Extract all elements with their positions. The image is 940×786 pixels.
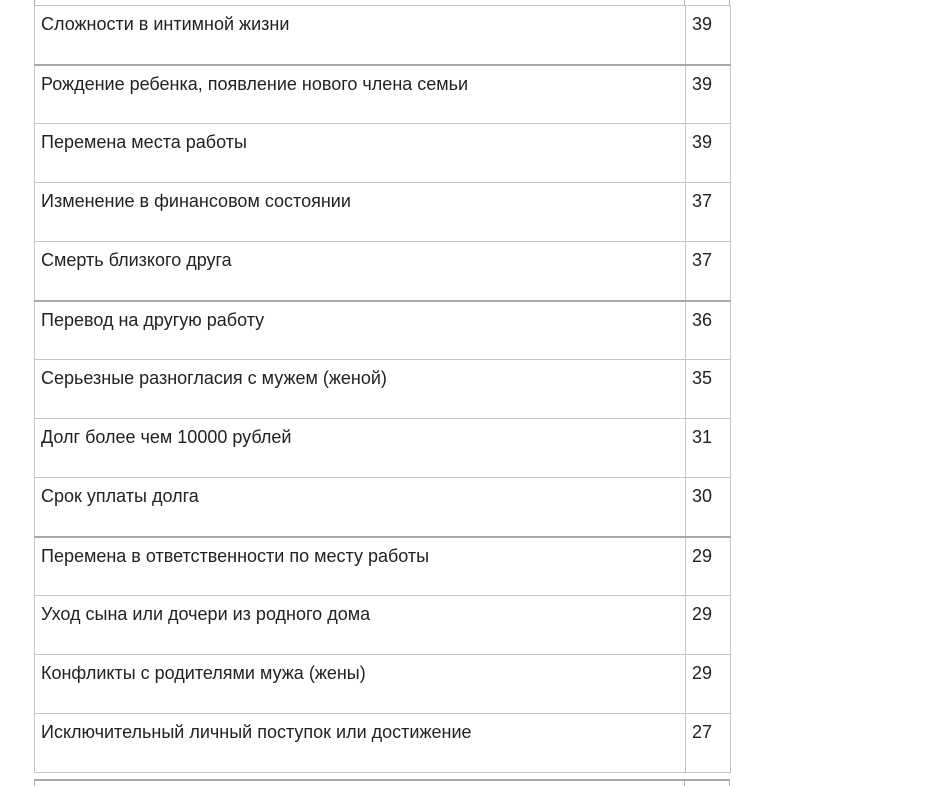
table-row [35,596,731,655]
score-cell: 39 [686,65,731,124]
table-row [35,655,731,714]
table-group-divider [34,779,730,781]
table-row [35,124,731,183]
score-cell: 31 [686,419,731,478]
score-cell: 37 [686,242,731,301]
event-cell: Срок уплаты долга [35,478,686,537]
score-cell: 39 [686,6,731,65]
table-row [35,714,731,773]
table-border-left [34,781,35,786]
table-row [35,301,731,360]
event-cell: Рождение ребенка, появление нового члена семьи [35,65,686,124]
score-cell: 30 [686,478,731,537]
event-cell: Перемена места работы [35,124,686,183]
score-cell: 27 [686,714,731,773]
table-row [35,6,731,65]
event-cell: Перевод на другую работу [35,301,686,360]
event-cell: Перемена в ответственности по месту работы [35,537,686,596]
table-row [35,537,731,596]
stress-events-table-container [34,5,730,773]
table-border-middle [684,781,685,786]
table-row [35,242,731,301]
table-row [35,65,731,124]
stress-events-table [34,5,731,773]
event-cell: Конфликты с родителями мужа (жены) [35,655,686,714]
table-body [35,6,731,773]
event-cell: Серьезные разногласия с мужем (женой) [35,360,686,419]
table-row [35,478,731,537]
table-border-right [729,781,730,786]
event-cell: Смерть близкого друга [35,242,686,301]
table-row [35,183,731,242]
score-cell: 29 [686,596,731,655]
event-cell: Долг более чем 10000 рублей [35,419,686,478]
event-cell: Уход сына или дочери из родного дома [35,596,686,655]
table-row [35,419,731,478]
score-cell: 39 [686,124,731,183]
score-cell: 37 [686,183,731,242]
event-cell: Сложности в интимной жизни [35,6,686,65]
table-row [35,360,731,419]
score-cell: 29 [686,537,731,596]
score-cell: 29 [686,655,731,714]
score-cell: 35 [686,360,731,419]
event-cell: Исключительный личный поступок или достижение [35,714,686,773]
event-cell: Изменение в финансовом состоянии [35,183,686,242]
score-cell: 36 [686,301,731,360]
